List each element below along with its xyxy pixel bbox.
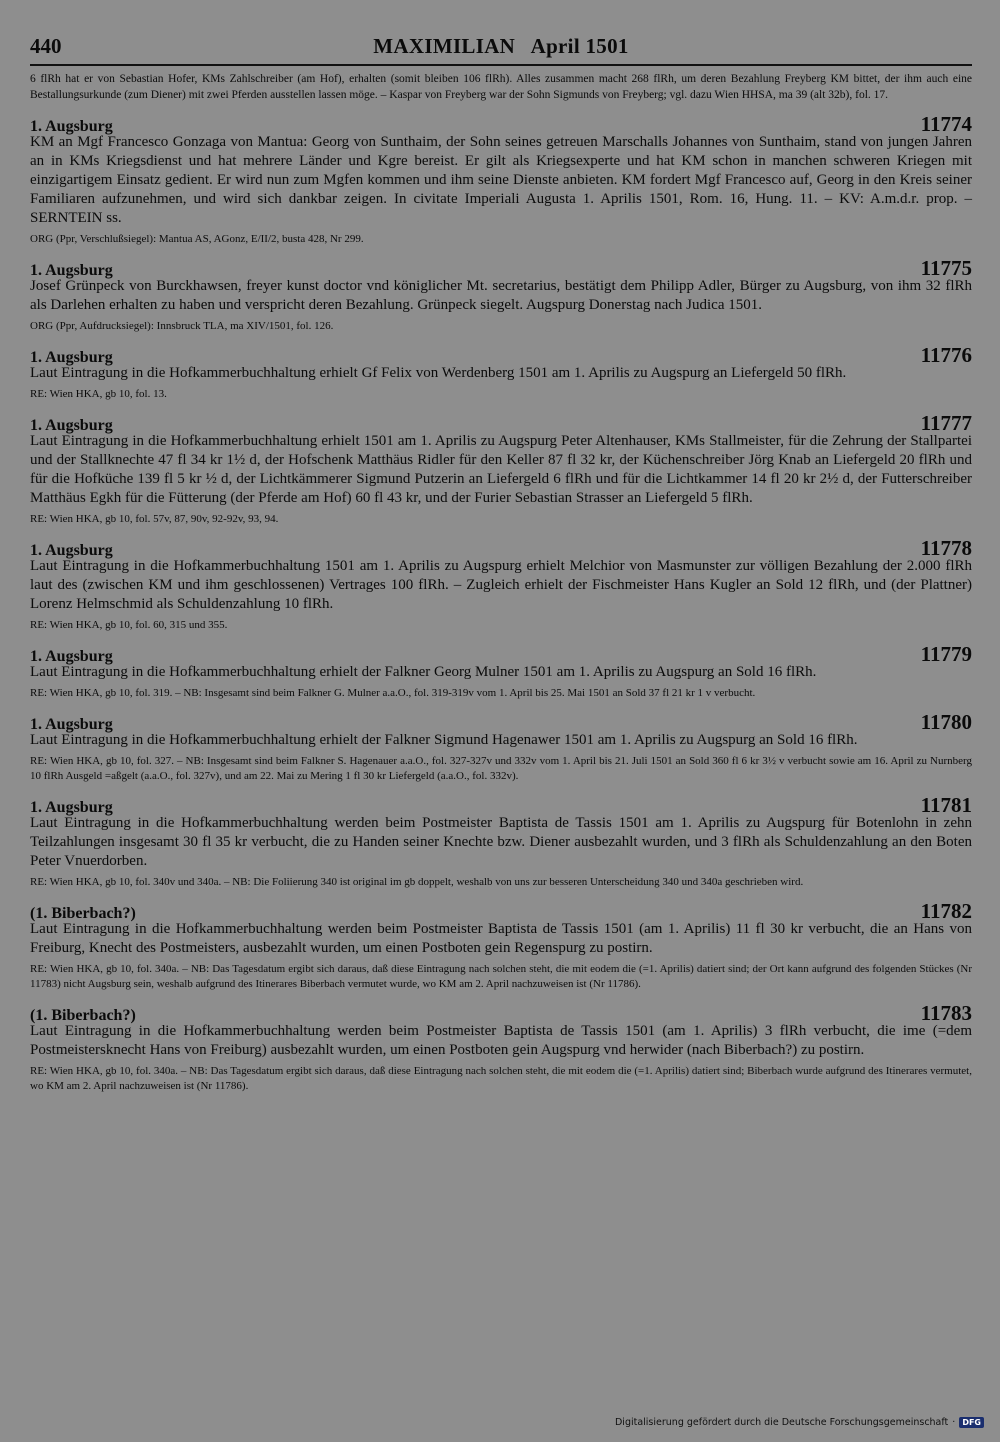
entry-11778 bbox=[30, 536, 972, 633]
entry-number: 11779 bbox=[920, 642, 972, 666]
entry-body: Josef Grünpeck von Burckhawsen, freyer kunst doctor vnd königlicher Mt. secretarius, bestätigt dem Philipp Adler, Bürger zu Augsburg, von ihm 32 flRh als Darlehen erhalten zu haben und verspricht deren Bezahlung. Grünpeck siegelt. Augspurg Donerstag nach Judica 1501. bbox=[30, 278, 972, 313]
entry-11775 bbox=[30, 256, 972, 334]
entry-11783 bbox=[30, 1001, 972, 1094]
entry-source-note: RE: Wien HKA, gb 10, fol. 340a. – NB: Das Tagesdatum ergibt sich daraus, daß diese Eintragung nach solchen steht, die mit eodem die (=1. Aprilis) datiert sind; der Ort kann aufgrund des folgenden Stückes (Nr 11783) nicht Augsburg sein, weshalb aufgrund des Itinerares Biberbach vermutet wurde, wo KM am 2. April nachzuweisen ist (Nr 11786). bbox=[30, 963, 972, 990]
entry-body: Laut Eintragung in die Hofkammerbuchhaltung erhielt 1501 am 1. Aprilis zu Augspurg Peter Altenhauser, KMs Stallmeister, für die Zehrung der Stallpartei und der Stallknechte 47 fl 34 kr 1½ d, der Hofschenk Matthäus Ridler für den Keller 87 fl 32 kr, der Küchenschreiber Jörg Knab an Liefergeld 20 flRh und für die Hofküche 139 fl 5 kr ½ d, der Lichtkämmerer Sigmund Putzerin an Liefergeld 6 flRh und für die Lichtkammer 14 fl 20 kr 2½ d, der Futterschreiber Matthäus Egkh für die Fütterung (der Pferde am Hof) 60 fl 43 kr, und der Furier Sebastian Strasser an Liefergeld 5 flRh. bbox=[30, 433, 972, 506]
entry-source-note: ORG (Ppr, Aufdrucksiegel): Innsbruck TLA, ma XIV/1501, fol. 126. bbox=[30, 320, 334, 332]
footer-credit: Digitalisierung gefördert durch die Deutsche Forschungsgemeinschaft bbox=[614, 1417, 949, 1428]
entry-body: Laut Eintragung in die Hofkammerbuchhaltung werden beim Postmeister Baptista de Tassis 1501 (am 1. Aprilis) 11 fl 30 kr verbucht, die an Hans von Freiburg, Knecht des Postmeisters, ausbezahlt wurden, um einen Postboten gein Regenspurg zu postirn. bbox=[30, 921, 972, 956]
entry-11780 bbox=[30, 710, 972, 784]
entry-place: (1. Biberbach?) bbox=[30, 1007, 136, 1024]
entry-place: 1. Augsburg bbox=[30, 417, 113, 434]
entry-body: Laut Eintragung in die Hofkammerbuchhaltung erhielt der Falkner Sigmund Hagenawer 1501 am 1. Aprilis zu Augspurg an Sold 16 flRh. bbox=[30, 732, 858, 748]
entry-source-note: RE: Wien HKA, gb 10, fol. 57v, 87, 90v, 92-92v, 93, 94. bbox=[30, 513, 279, 525]
entry-11779 bbox=[30, 642, 972, 701]
entry-body: Laut Eintragung in die Hofkammerbuchhaltung 1501 am 1. Aprilis zu Augspurg erhielt Melchior von Masmunster zur völligen Bezahlung der 2.000 flRh laut des (zwischen KM und ihm geschlossenen) Vertrages 100 flRh. – Zugleich erhielt der Fischmeister Hans Kugler an Sold 12 flRh, und (der Plattner) Lorenz Helmschmid als Schuldenzahlung 10 flRh. bbox=[30, 558, 972, 612]
entry-place: 1. Augsburg bbox=[30, 542, 113, 559]
entry-body: KM an Mgf Francesco Gonzaga von Mantua: Georg von Sunthaim, der Sohn seines getreuen Marschalls Johannes von Sunthaim, stand von jungen Jahren an in KMs Kriegsdienst und hat mehrere Länder und Kgre bereist. Er gilt als Kriegsexperte und hat KM schon in manchen schweren Kriegen mit einzigartigem Einsatz gedient. Er wird nun zum Mgfen kommen und ihm seine Dienste anbieten. KM fordert Mgf Francesco auf, Georg in den Kreis seiner Familiaren aufzunehmen, und wird sich dankbar zeigen. In civitate Imperiali Augusta 1. Aprilis 1501, Rom. 16, Hung. 11. – KV: A.m.d.r. prop. – SERNTEIN ss. bbox=[30, 134, 972, 226]
entry-number: 11780 bbox=[920, 710, 972, 734]
entry-number: 11775 bbox=[920, 256, 972, 280]
entry-number: 11776 bbox=[920, 343, 972, 367]
entry-list bbox=[30, 112, 972, 1094]
entry-source-note: RE: Wien HKA, gb 10, fol. 340a. – NB: Das Tagesdatum ergibt sich daraus, daß diese Eintragung nach solchen steht, die mit eodem die (=1. Aprilis) datiert sind; Biberbach wurde aufgrund des Itinerares vermutet, wo KM am 2. April nachzuweisen ist (Nr 11786). bbox=[30, 1065, 972, 1092]
entry-body: Laut Eintragung in die Hofkammerbuchhaltung erhielt der Falkner Georg Mulner 1501 am 1. Aprilis zu Augspurg an Sold 16 flRh. bbox=[30, 664, 817, 680]
page-number: 440 bbox=[30, 34, 62, 58]
entry-11782 bbox=[30, 899, 972, 992]
document-page bbox=[30, 34, 972, 1094]
entry-source-note: RE: Wien HKA, gb 10, fol. 327. – NB: Insgesamt sind beim Falkner S. Hagenauer a.a.O., fol. 327-327v und 332v vom 1. April bis 21. Juli 1501 an Sold 360 fl 6 kr 3½ v verbucht sowie am 16. April zu Nurnberg 10 flRh Ausgeld =aßgelt (a.a.O., fol. 327v), und am 22. Mai zu Mering 1 fl 30 kr Liefergeld (a.a.O., fol. 332v). bbox=[30, 755, 972, 782]
entry-place: 1. Augsburg bbox=[30, 349, 113, 366]
entry-number: 11778 bbox=[920, 536, 972, 560]
entry-place: 1. Augsburg bbox=[30, 799, 113, 816]
continuation-note: 6 flRh hat er von Sebastian Hofer, KMs Zahlschreiber (am Hof), erhalten (somit bleiben 106 flRh). Alles zusammen macht 268 flRh, um deren Bezahlung Freyberg KM bittet, der ihm auch eine Bestallungsurkunde (zum Diener) mit zwei Pferden ausstellen lassen möge. – Kaspar von Freyberg war der Sohn Sigmunds von Freyberg; vgl. dazu Wien HHSA, ma 39 (alt 32b), fol. 17. bbox=[30, 73, 972, 101]
dfg-logo: DFG bbox=[959, 1417, 984, 1428]
entry-11781 bbox=[30, 793, 972, 890]
entry-number: 11783 bbox=[920, 1001, 972, 1025]
entry-source-note: RE: Wien HKA, gb 10, fol. 13. bbox=[30, 388, 167, 400]
entry-body: Laut Eintragung in die Hofkammerbuchhaltung werden beim Postmeister Baptista de Tassis 1501 (am 1. Aprilis) 3 flRh verbucht, die ime (=dem Postmeistersknecht Hans von Freiburg) ausbezahlt wurden, um einen Postboten gein Augspurg vnd herwider (nach Biberbach?) zu postirn. bbox=[30, 1023, 972, 1058]
entry-11776 bbox=[30, 343, 972, 402]
entry-source-note: RE: Wien HKA, gb 10, fol. 319. – NB: Insgesamt sind beim Falkner G. Mulner a.a.O., fol. 319-319v vom 1. April bis 25. Mai 1501 an Sold 37 fl 21 kr 1 v verbucht. bbox=[30, 687, 756, 699]
digitization-footer: Digitalisierung gefördert durch die Deutsche Forschungsgemeinschaft · DFG bbox=[615, 1417, 984, 1428]
entry-place: 1. Augsburg bbox=[30, 716, 113, 733]
entry-source-note: ORG (Ppr, Verschlußsiegel): Mantua AS, AGonz, E/II/2, busta 428, Nr 299. bbox=[30, 233, 364, 245]
entry-body: Laut Eintragung in die Hofkammerbuchhaltung erhielt Gf Felix von Werdenberg 1501 am 1. Aprilis zu Augspurg an Liefergeld 50 flRh. bbox=[30, 365, 847, 381]
entry-place: 1. Augsburg bbox=[30, 262, 113, 279]
entry-number: 11782 bbox=[920, 899, 972, 923]
entry-source-note: RE: Wien HKA, gb 10, fol. 340v und 340a. – NB: Die Foliierung 340 ist original im gb doppelt, weshalb von uns zur besseren Unterscheidung 340 und 340a geschrieben wird. bbox=[30, 876, 804, 888]
entry-11774 bbox=[30, 112, 972, 247]
entry-place: 1. Augsburg bbox=[30, 118, 113, 135]
entry-number: 11781 bbox=[920, 793, 972, 817]
running-header bbox=[30, 34, 972, 66]
entry-body: Laut Eintragung in die Hofkammerbuchhaltung werden beim Postmeister Baptista de Tassis 1501 am 1. Aprilis zu Augspurg für Botenlohn in zehn Teilzahlungen insgesamt 30 fl 35 kr verbucht, die zu Handen seiner Knechte bzw. Diener ausbezahlt wurden, und 3 flRh als Schuldenzahlung an den Boten Peter Vnuerdorben. bbox=[30, 815, 972, 869]
entry-place: (1. Biberbach?) bbox=[30, 905, 136, 922]
entry-number: 11774 bbox=[920, 112, 972, 136]
entry-11777 bbox=[30, 411, 972, 527]
entry-source-note: RE: Wien HKA, gb 10, fol. 60, 315 und 355. bbox=[30, 619, 228, 631]
entry-number: 11777 bbox=[920, 411, 972, 435]
entry-place: 1. Augsburg bbox=[30, 648, 113, 665]
running-title: MAXIMILIAN April 1501 bbox=[373, 34, 629, 58]
